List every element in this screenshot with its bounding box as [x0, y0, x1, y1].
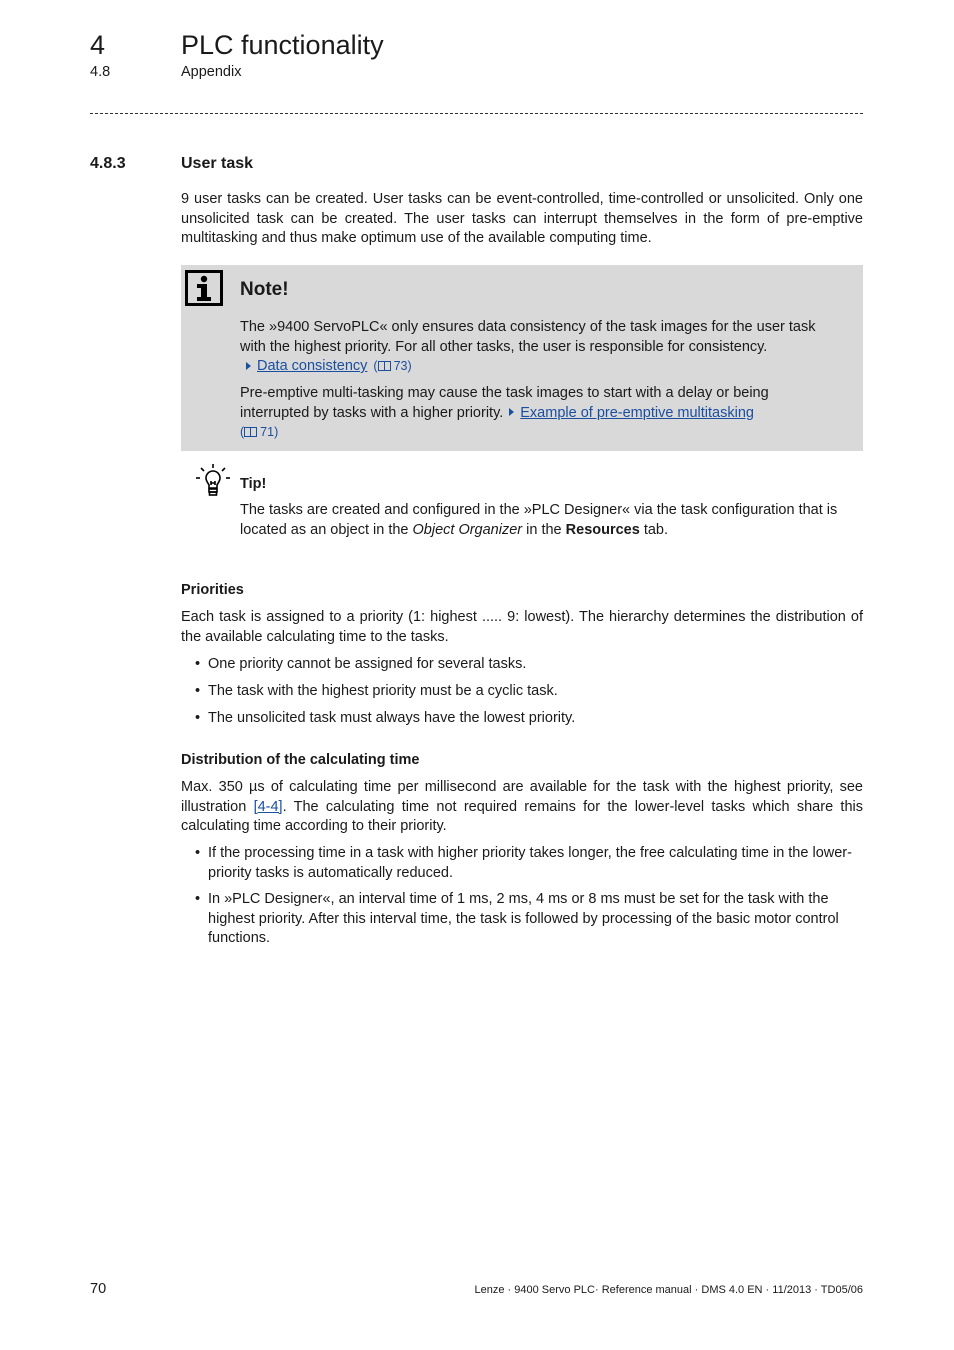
lightbulb-icon: [195, 463, 231, 499]
book-icon: [378, 361, 391, 371]
bullet-marker: •: [195, 845, 201, 861]
page-ref-73[interactable]: ( 73): [373, 359, 412, 373]
bullet-marker: •: [195, 683, 201, 699]
figure-ref-link[interactable]: [4-4]: [253, 798, 283, 815]
page-number: 70: [90, 1281, 107, 1297]
bullet-marker: •: [195, 656, 201, 672]
note-text-2: Pre-emptive multi-tasking may cause the task images to start with a delay or being interrupted by tasks with a higher priority.: [240, 385, 769, 421]
page-ref-71[interactable]: ( 71): [240, 425, 279, 439]
section-title: User task: [181, 155, 254, 172]
chapter-number: 4: [90, 30, 106, 60]
resources-term: Resources: [565, 521, 640, 538]
triangle-right-icon: [246, 362, 251, 370]
book-icon: [244, 427, 257, 437]
bullet-marker: •: [195, 710, 201, 726]
subchapter-title: Appendix: [181, 64, 242, 80]
distribution-intro: Max. 350 µs of calculating time per millisecond are available for the task with the highest priority, see illustration [4-4]. The calculating time not required remains for the lower-level tasks which share this calculating time according to their priority.: [181, 779, 863, 834]
chapter-title: PLC functionality: [181, 30, 384, 60]
object-organizer-term: Object Organizer: [412, 521, 523, 538]
note-paragraph-2: [240, 384, 840, 443]
triangle-right-icon: [509, 408, 514, 416]
tip-paragraph: The tasks are created and configured in the »PLC Designer« via the task configuration that is located as an object in the Object Organizer in the Resources tab.: [240, 502, 838, 538]
priorities-bullet-2: The task with the highest priority must be a cyclic task.: [208, 683, 558, 699]
info-icon: [185, 270, 223, 306]
priorities-intro: Each task is assigned to a priority (1: highest ..... 9: lowest). The hierarchy determines the distribution of the available calculating time to the tasks.: [181, 609, 863, 645]
distribution-heading: Distribution of the calculating time: [181, 752, 420, 768]
subchapter-number: 4.8: [90, 64, 111, 80]
distribution-bullet-2: In »PLC Designer«, an interval time of 1 ms, 2 ms, 4 ms or 8 ms must be set for the task with the highest priority. After this interval time, the task is followed by processing of the basic motor control functions.: [208, 891, 839, 946]
priorities-bullet-1: One priority cannot be assigned for several tasks.: [208, 656, 527, 672]
section-number: 4.8.3: [90, 155, 126, 172]
priorities-bullet-3: The unsolicited task must always have the lowest priority.: [208, 710, 576, 726]
note-title: Note!: [240, 279, 289, 300]
bullet-marker: •: [195, 891, 201, 907]
note-paragraph-1: [240, 318, 845, 377]
data-consistency-link[interactable]: Data consistency: [257, 358, 368, 374]
header-divider: [90, 113, 863, 114]
tip-title: Tip!: [240, 476, 267, 492]
note-text-1: The »9400 ServoPLC« only ensures data consistency of the task images for the user task with the highest priority. For all other tasks, the user is responsible for consistency.: [240, 319, 816, 355]
section-intro: 9 user tasks can be created. User tasks can be event-controlled, time-controlled or unsolicited. Only one unsolicited task can be created. The user tasks can interrupt themselves in the form of pre-emptive multitasking and thus make optimum use of the available computing time.: [181, 191, 863, 246]
pre-emptive-multitasking-link[interactable]: Example of pre-emptive multitasking: [520, 404, 754, 421]
priorities-heading: Priorities: [181, 582, 244, 598]
footer-text: Lenze · 9400 Servo PLC· Reference manual · DMS 4.0 EN · 11/2013 · TD05/06: [474, 1284, 863, 1296]
distribution-bullet-1: If the processing time in a task with higher priority takes longer, the free calculating time in the lower-priority tasks is automatically reduced.: [208, 845, 852, 881]
